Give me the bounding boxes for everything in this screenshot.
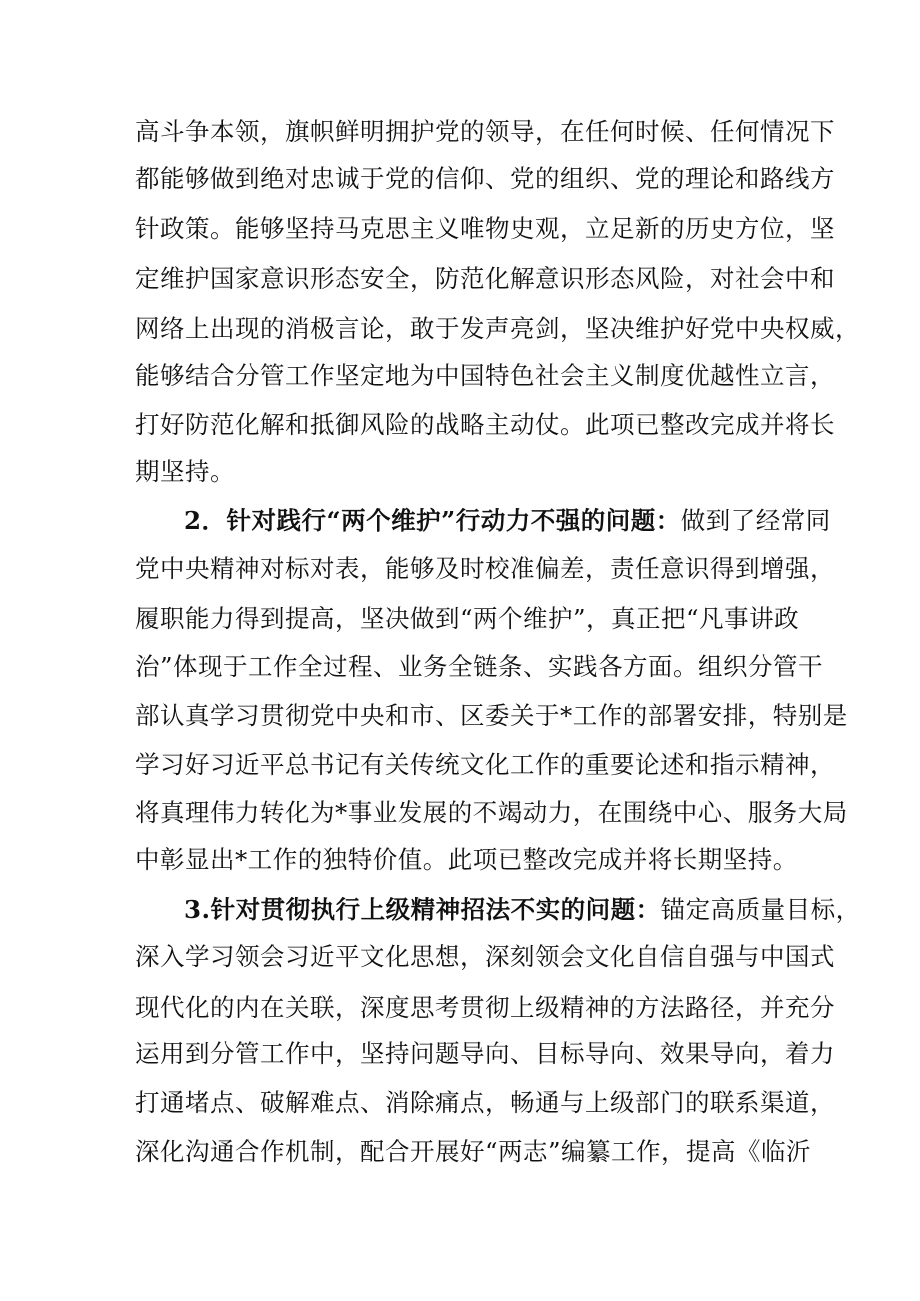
text-line: 将真理伟力转化为*事业发展的不竭动力，在围绕中心、服务大局 <box>135 798 848 827</box>
text-line: 党中央精神对标对表，能够及时校准偏差，责任意识得到增强， <box>135 554 835 583</box>
text-line: 深入学习领会习近平文化思想，深刻领会文化自信自强与中国式 <box>135 942 835 971</box>
text-line: 定维护国家意识形态安全，防范化解意识形态风险，对社会中和 <box>135 264 835 293</box>
paragraph-2-first-line-text: 做到了经常同 <box>680 506 831 535</box>
text-line: 打通堵点、破解难点、消除痛点，畅通与上级部门的联系渠道， <box>135 1088 835 1117</box>
text-line: 针政策。能够坚持马克思主义唯物史观，立足新的历史方位，坚 <box>135 214 835 243</box>
text-line: 能够结合分管工作坚定地为中国特色社会主义制度优越性立言， <box>135 361 835 390</box>
paragraph-2-heading: 2．针对践行“两个维护”行动力不强的问题： <box>184 506 681 535</box>
paragraph-3-heading: 3.针对贯彻执行上级精神招法不实的问题： <box>184 895 661 924</box>
text-line: 网络上出现的消极言论，敢于发声亮剑，坚决维护好党中央权威， <box>135 314 860 343</box>
text-line: 打好防范化解和抵御风险的战略主动仗。此项已整改完成并将长 <box>135 410 835 439</box>
paragraph-3-first-line <box>184 890 861 930</box>
text-line: 现代化的内在关联，深度思考贯彻上级精神的方法路径，并充分 <box>135 993 835 1022</box>
paragraph-2-first-line <box>184 501 831 541</box>
text-line: 治”体现于工作全过程、业务全链条、实践各方面。组织分管干 <box>135 652 824 681</box>
text-line: 运用到分管工作中，坚持问题导向、目标导向、效果导向，着力 <box>135 1039 835 1068</box>
text-line: 履职能力得到提高，坚决做到“两个维护”，真正把“凡事讲政 <box>135 604 800 633</box>
text-line: 深化沟通合作机制，配合开展好“两志”编纂工作，提高《临沂 <box>135 1137 812 1166</box>
text-line: 高斗争本领，旗帜鲜明拥护党的领导，在任何时候、任何情况下 <box>135 117 835 146</box>
text-line: 期坚持。 <box>135 457 235 486</box>
text-line: 学习好习近平总书记有关传统文化工作的重要论述和指示精神， <box>135 750 835 779</box>
text-line: 都能够做到绝对忠诚于党的信仰、党的组织、党的理论和路线方 <box>135 164 835 193</box>
text-line: 部认真学习贯彻党中央和市、区委关于*工作的部署安排，特别是 <box>135 701 848 730</box>
paragraph-3-first-line-text: 锚定高质量目标， <box>660 895 861 924</box>
text-line: 中彰显出*工作的独特价值。此项已整改完成并将长期坚持。 <box>135 845 798 874</box>
